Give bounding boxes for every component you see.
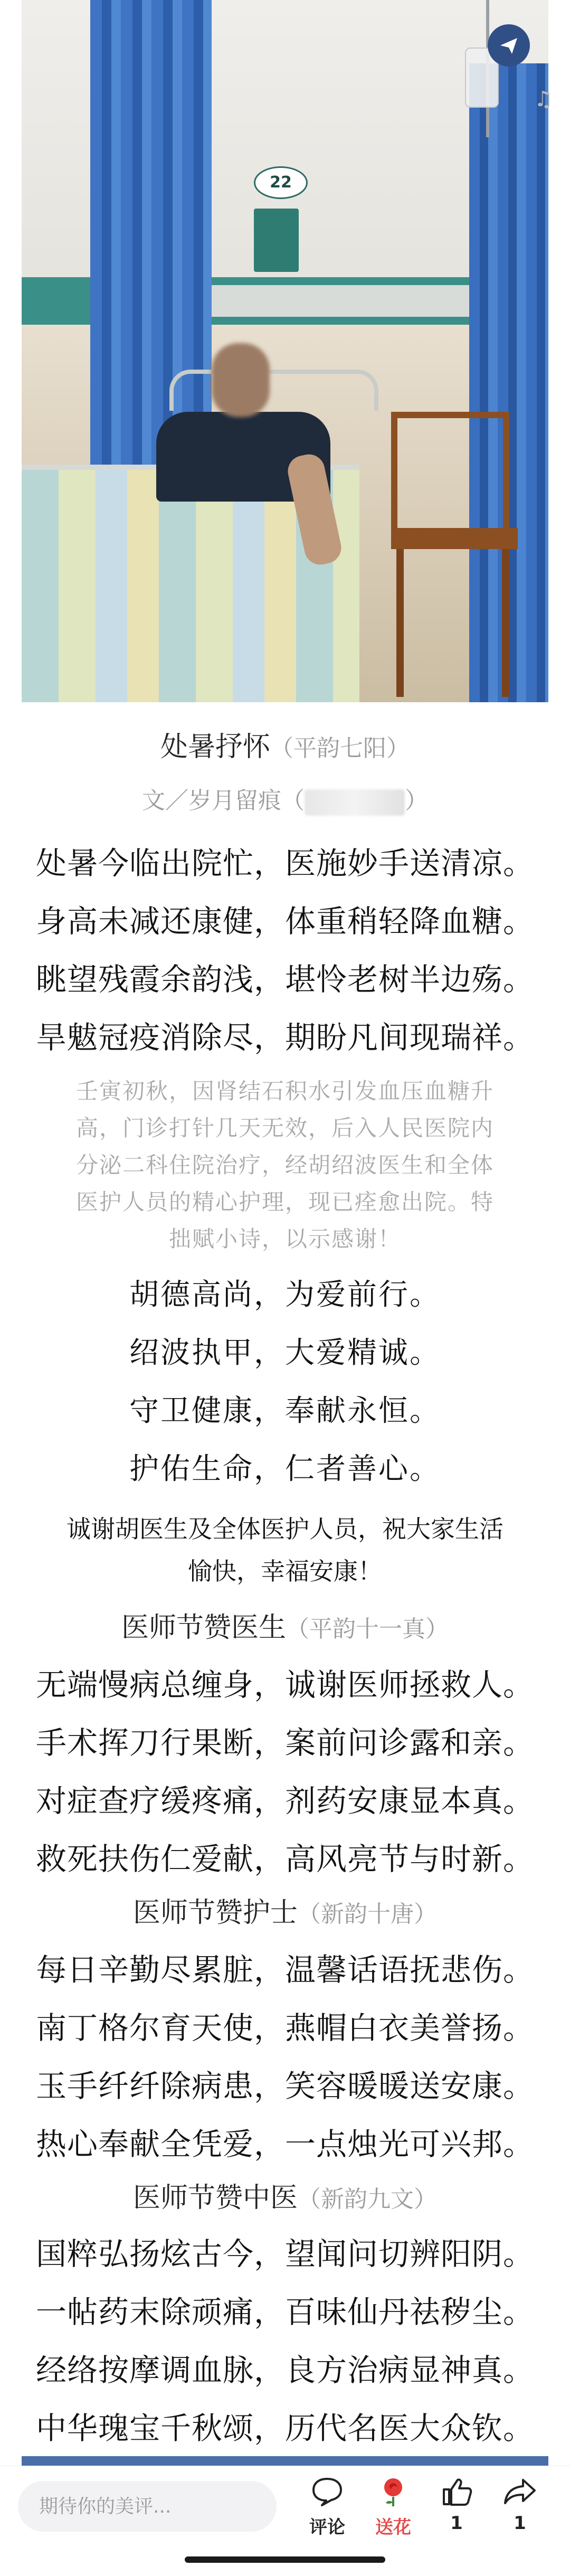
poem-line: 热心奉献全凭爱，一点烛光可兴邦。 xyxy=(35,2126,534,2162)
note-line: 拙赋小诗，以示感谢！ xyxy=(168,1226,401,1252)
poem-line: 旱魃冠疫消除尽，期盼凡间现瑞祥。 xyxy=(35,1020,534,1055)
poem-line: 手术挥刀行果断，案前问诊露和亲。 xyxy=(35,1725,534,1761)
poem-title: 处暑抒怀（平韵七阳） xyxy=(160,731,410,763)
poem-line: 眺望残霞余韵浅，堪怜老树半边殇。 xyxy=(35,961,534,997)
patient-head-blurred xyxy=(212,343,270,417)
comment-input[interactable] xyxy=(18,2481,277,2532)
room-number-sign: 22 xyxy=(254,166,308,199)
poem2-title: 医师节赞医生（平韵十一真） xyxy=(121,1612,449,1644)
music-note-icon[interactable]: ♫ xyxy=(534,87,553,111)
share-arrow-icon xyxy=(503,2476,537,2507)
comment-button[interactable] xyxy=(298,2476,356,2539)
article-photo[interactable] xyxy=(22,0,548,702)
poem-line: 对症查疗缓疼痛，剂药安康显本真。 xyxy=(35,1783,534,1819)
bed-rail xyxy=(169,370,378,411)
like-count: 1 xyxy=(450,2513,463,2534)
send-flower-label: 送花 xyxy=(375,2517,411,2538)
info-sign xyxy=(254,209,299,272)
short-verse-line: 守卫健康，奉献永恒。 xyxy=(129,1394,441,1428)
share-fab-button[interactable] xyxy=(488,24,530,67)
like-button[interactable] xyxy=(428,2476,486,2534)
content-end-bar xyxy=(22,2456,548,2466)
share-count: 1 xyxy=(514,2513,526,2534)
rose-icon xyxy=(376,2476,410,2507)
wooden-chair xyxy=(391,412,523,702)
poem3-title: 医师节赞护士（新韵十唐） xyxy=(132,1897,437,1929)
home-indicator[interactable] xyxy=(185,2556,385,2563)
short-verse-line: 胡德高尚，为爱前行。 xyxy=(129,1278,441,1312)
thanks-line: 诚谢胡医生及全体医护人员，祝大家生活 xyxy=(66,1515,504,1543)
note-line: 分泌二科住院治疗，经胡绍波医生和全体 xyxy=(75,1152,494,1178)
poem-line: 国粹弘扬炫古今，望闻问切辨阳阴。 xyxy=(35,2236,534,2272)
note-line: 医护人员的精心护理，现已痊愈出院。特 xyxy=(75,1189,494,1215)
poem-line: 一帖药末除顽痛，百味仙丹祛秽尘。 xyxy=(35,2294,534,2330)
poem-line: 南丁格尔育天使，燕帽白衣美誉扬。 xyxy=(35,2010,534,2046)
blurred-author xyxy=(305,789,405,816)
note-line: 壬寅初秋，因肾结石积水引发血压血糖升 xyxy=(75,1078,494,1104)
thanks-line: 愉快，幸福安康！ xyxy=(188,1557,382,1586)
paper-plane-icon xyxy=(498,35,519,56)
short-verse-line: 绍波执甲，大爱精诚。 xyxy=(129,1336,441,1370)
comment-bubble-icon xyxy=(310,2476,344,2507)
comment-label: 评论 xyxy=(309,2517,345,2538)
send-flower-button[interactable] xyxy=(364,2476,422,2539)
poem-line: 处暑今临出院忙，医施妙手送清凉。 xyxy=(35,845,534,881)
share-button[interactable] xyxy=(491,2476,549,2534)
poem-line: 每日辛勤尽累脏，温馨话语抚悲伤。 xyxy=(35,1952,534,1988)
poem-line: 身高未减还康健，体重稍轻降血糖。 xyxy=(35,903,534,939)
poem4-title: 医师节赞中医（新韵九文） xyxy=(132,2182,437,2214)
poem-line: 中华瑰宝千秋颂，历代名医大众钦。 xyxy=(35,2410,534,2446)
short-verse-line: 护佑生命，仁者善心。 xyxy=(129,1452,441,1486)
byline: 文／岁月留痕（ ） xyxy=(0,781,570,816)
thumbs-up-icon xyxy=(440,2476,473,2507)
poem-line: 玉手纤纤除病患，笑容暖暖送安康。 xyxy=(35,2068,534,2104)
note-line: 高，门诊打针几天无效，后入人民医院内 xyxy=(75,1115,494,1141)
poem-line: 救死扶伤仁爱献，高风亮节与时新。 xyxy=(35,1841,534,1877)
poem-line: 经络按摩调血脉，良方治病显神真。 xyxy=(35,2352,534,2388)
poem-line: 无端慢病总缠身，诚谢医师拯救人。 xyxy=(35,1667,534,1703)
